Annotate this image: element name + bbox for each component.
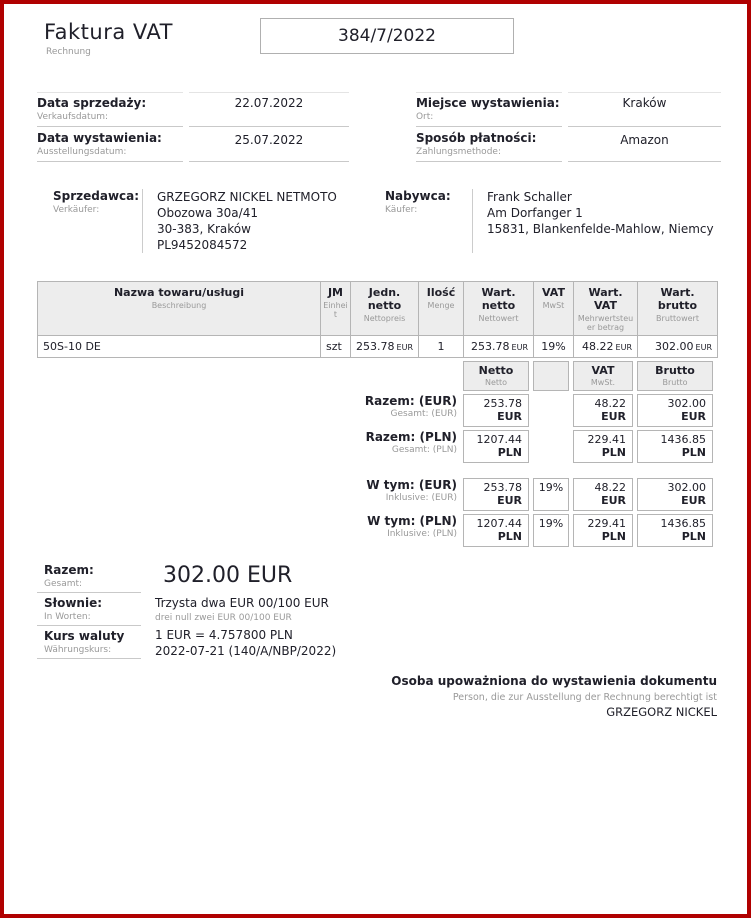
summary-header-gap [533,361,569,391]
breakdown-eur-vat: 48.22 EUR [573,478,633,511]
authorized-person-label: Osoba upoważniona do wystawienia dokumentu [391,674,717,688]
item-qty: 1 [419,336,464,358]
breakdown-pln-rate: 19% [533,514,569,547]
item-row [38,336,718,358]
col-header-name: Nazwa towaru/usługi Beschreibung [38,282,321,336]
meta-left-column [37,88,349,162]
page-title-translation: Rechnung [46,47,91,57]
summary-header-vat: VAT MwSt. [573,361,633,391]
invoice-number-box [260,18,514,54]
parties-section [37,189,721,253]
breakdown-pln-gross: 1436.85 PLN [637,514,713,547]
buyer-street: Am Dorfanger 1 [487,206,583,220]
total-pln-vat: 229.41 PLN [573,430,633,463]
total-eur-net: 253.78 EUR [463,394,529,427]
invoice-header [37,20,721,57]
buyer-city: 15831, Blankenfelde-Mahlow, Niemcy [487,222,714,236]
grand-total-row [37,561,721,593]
breakdown-pln-label: W tym: (PLN) Inklusive: (PLN) [367,514,457,539]
meta-row-issue-place [416,88,721,127]
total-pln-gross: 1436.85 PLN [637,430,713,463]
invoice-number: 384/7/2022 [338,26,436,46]
meta-row-sale-date [37,88,349,127]
seller-address [143,189,337,253]
seller-name: GRZEGORZ NICKEL NETMOTO [157,190,337,204]
seller-street: Obozowa 30a/41 [157,206,258,220]
buyer-address [473,189,714,253]
col-header-vat-rate: VAT MwSt [534,282,574,336]
exchange-rate-label: Kurs waluty Währungskurs: [37,627,141,659]
issue-date-label: Data wystawienia: Ausstellungsdatum: [37,131,183,162]
summary-totals-table [37,358,717,466]
total-pln-label: Razem: (PLN) Gesamt: (PLN) [365,430,457,455]
sale-date-label: Data sprzedaży: Verkaufsdatum: [37,92,183,127]
item-vat: 48.22 EUR [574,336,638,358]
item-gross: 302.00 EUR [638,336,718,358]
item-vat-rate: 19% [534,336,574,358]
col-header-gross: Wart. brutto Bruttowert [638,282,718,336]
exchange-rate-reference: 2022-07-21 (140/A/NBP/2022) [155,644,337,658]
seller-city: 30-383, Kraków [157,222,251,236]
issue-date-value: 25.07.2022 [189,131,349,162]
sale-date-value: 22.07.2022 [189,92,349,127]
grand-total-value: 302.00 EUR [163,563,293,588]
col-header-unit: JM Einheit [321,282,351,336]
item-net: 253.78 EUR [464,336,534,358]
total-eur-gross: 302.00 EUR [637,394,713,427]
total-eur-vat: 48.22 EUR [573,394,633,427]
authorized-person-label-translation: Person, die zur Ausstellung der Rechnung berechtigt ist [452,692,717,703]
meta-row-issue-date [37,127,349,162]
total-eur-row [41,394,713,427]
total-pln-row [41,430,713,463]
amount-in-words-value: Trzysta dwa EUR 00/100 EUR drei null zwei EUR 00/100 EUR [155,596,329,623]
issue-place-label: Miejsce wystawienia: Ort: [416,92,562,127]
page-title: Faktura VAT [44,20,173,44]
buyer-name: Frank Schaller [487,190,572,204]
breakdown-eur-label: W tym: (EUR) Inklusive: (EUR) [366,478,457,503]
meta-row-payment-method [416,127,721,162]
item-name: 50S-10 DE [38,336,321,358]
vat-breakdown-table [37,475,717,550]
col-header-unit-net: Jedn. netto Nettopreis [351,282,419,336]
breakdown-eur-rate: 19% [533,478,569,511]
amount-in-words-row [37,594,721,626]
breakdown-eur-row [41,478,713,511]
buyer-block [380,189,714,253]
payment-method-label: Sposób płatności: Zahlungsmethode: [416,131,562,162]
breakdown-pln-vat: 229.41 PLN [573,514,633,547]
item-unit: szt [321,336,351,358]
totals-block [37,561,721,659]
seller-label: Sprzedawca: Verkäufer: [53,189,140,215]
authorized-person-name: GRZEGORZ NICKEL [606,705,717,719]
col-header-qty: Ilość Menge [419,282,464,336]
issue-place-value: Kraków [568,92,721,127]
invoice-content [4,4,721,719]
payment-method-value: Amazon [568,131,721,162]
breakdown-pln-net: 1207.44 PLN [463,514,529,547]
buyer-label: Nabywca: Käufer: [385,189,451,215]
breakdown-pln-row [41,514,713,547]
total-eur-label: Razem: (EUR) Gesamt: (EUR) [364,394,457,419]
summary-header-row [41,361,713,391]
meta-right-column [416,88,721,162]
col-header-vat: Wart. VAT Mehrwertsteuer betrag [574,282,638,336]
amount-in-words-label: Słownie: In Worten: [37,594,141,626]
seller-vat-id: PL9452084572 [157,238,248,252]
breakdown-eur-net: 253.78 EUR [463,478,529,511]
grand-total-label: Razem: Gesamt: [37,561,141,593]
items-header-row [38,282,718,336]
item-unit-net: 253.78 EUR [351,336,419,358]
exchange-rate-value [155,627,336,659]
total-pln-net: 1207.44 PLN [463,430,529,463]
items-table [37,281,718,358]
summary-header-netto: Netto Netto [463,361,529,391]
seller-block [37,189,380,253]
exchange-rate: 1 EUR = 4.757800 PLN [155,628,293,642]
exchange-rate-row [37,627,721,659]
col-header-net: Wart. netto Nettowert [464,282,534,336]
breakdown-eur-gross: 302.00 EUR [637,478,713,511]
meta-section [37,88,721,162]
summary-header-brutto: Brutto Brutto [637,361,713,391]
signature-block [37,674,717,719]
